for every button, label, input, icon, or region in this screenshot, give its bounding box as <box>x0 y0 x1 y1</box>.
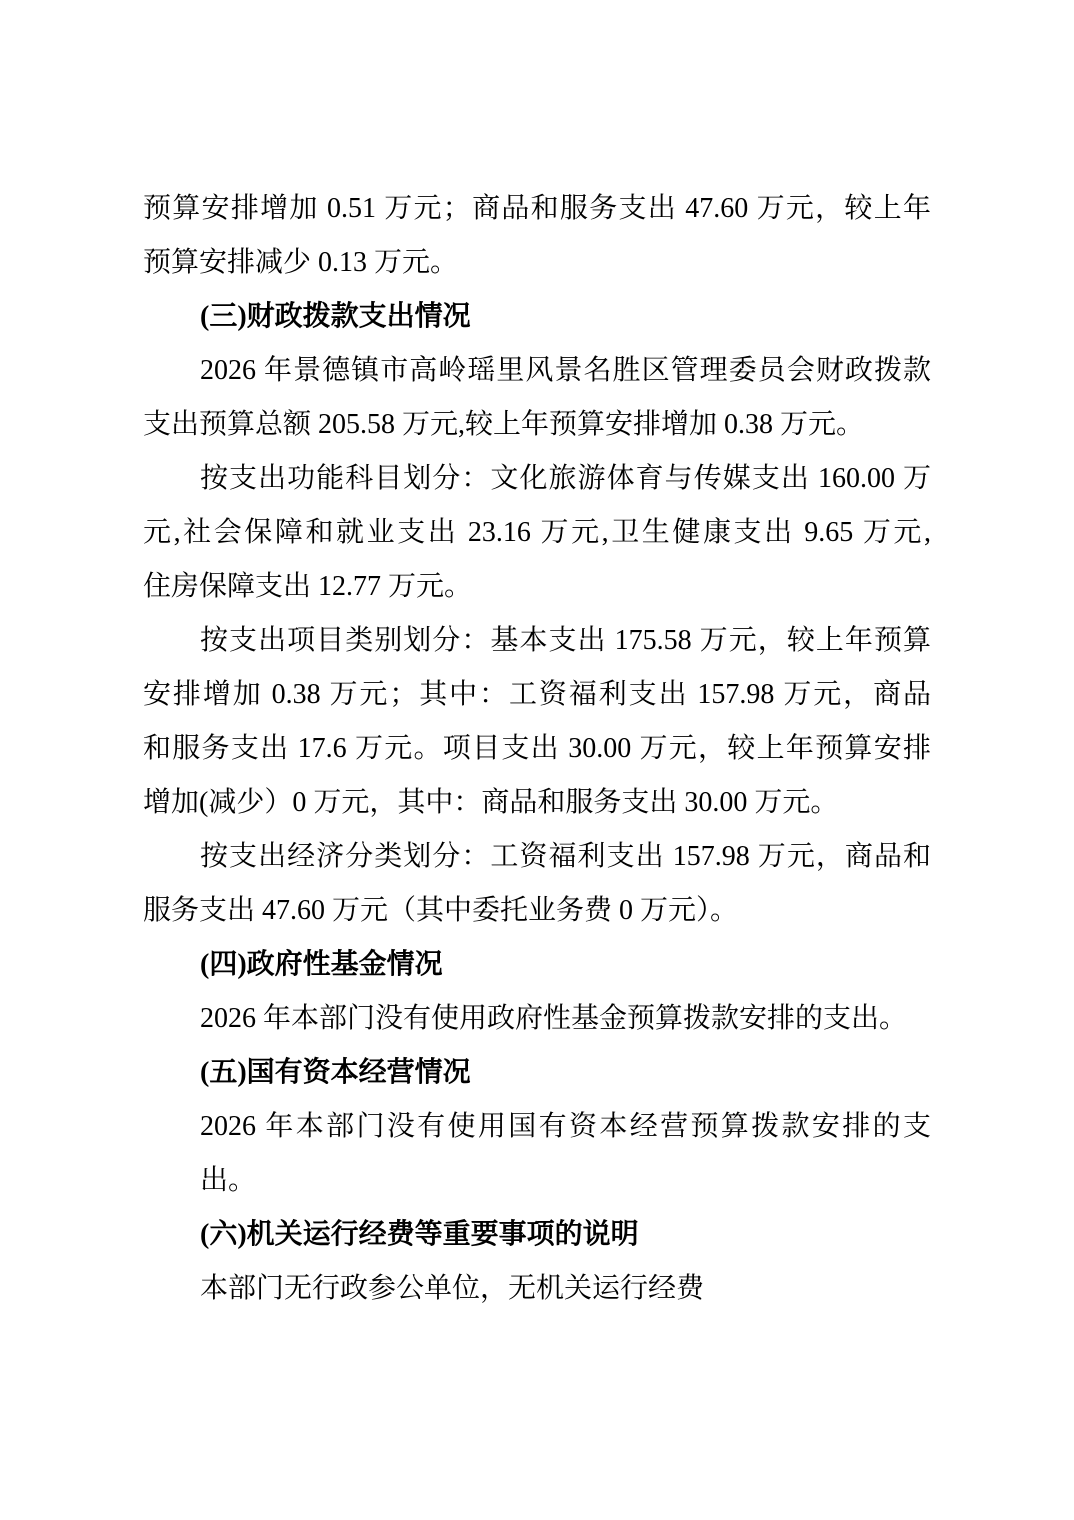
body-text-line: 和服务支出 17.6 万元。项目支出 30.00 万元，较上年预算安排 <box>143 733 931 764</box>
body-text-line: 住房保障支出 12.77 万元。 <box>143 571 473 602</box>
body-text-line: 本部门无行政参公单位，无机关运行经费 <box>200 1273 705 1304</box>
heading-section-6: (六)机关运行经费等重要事项的说明 <box>200 1219 639 1250</box>
body-text-line: 预算安排增加 0.51 万元；商品和服务支出 47.60 万元，较上年 <box>143 193 931 224</box>
heading-section-4: (四)政府性基金情况 <box>200 949 443 980</box>
body-text-line: 按支出经济分类划分：工资福利支出 157.98 万元，商品和 <box>200 841 931 872</box>
heading-section-5: (五)国有资本经营情况 <box>200 1057 471 1088</box>
body-text-line: 按支出项目类别划分：基本支出 175.58 万元，较上年预算 <box>200 625 931 656</box>
body-text-line: 支出预算总额 205.58 万元,较上年预算安排增加 0.38 万元。 <box>143 409 865 440</box>
body-text-line: 按支出功能科目划分：文化旅游体育与传媒支出 160.00 万 <box>200 463 931 494</box>
body-text-line: 增加(减少）0 万元，其中：商品和服务支出 30.00 万元。 <box>143 787 839 818</box>
body-text-line: 2026 年本部门没有使用国有资本经营预算拨款安排的支出。 <box>200 1111 931 1196</box>
body-text-line: 预算安排减少 0.13 万元。 <box>143 247 459 278</box>
body-text-line: 2026 年本部门没有使用政府性基金预算拨款安排的支出。 <box>200 1003 908 1034</box>
body-text-line: 安排增加 0.38 万元；其中：工资福利支出 157.98 万元，商品 <box>143 679 931 710</box>
document-body <box>143 182 931 1316</box>
body-text-line: 2026 年景德镇市高岭瑶里风景名胜区管理委员会财政拨款 <box>200 355 931 386</box>
heading-section-3: (三)财政拨款支出情况 <box>200 301 471 332</box>
body-text-line: 元,社会保障和就业支出 23.16 万元,卫生健康支出 9.65 万元, <box>143 517 931 548</box>
body-text-line: 服务支出 47.60 万元（其中委托业务费 0 万元）。 <box>143 895 739 926</box>
